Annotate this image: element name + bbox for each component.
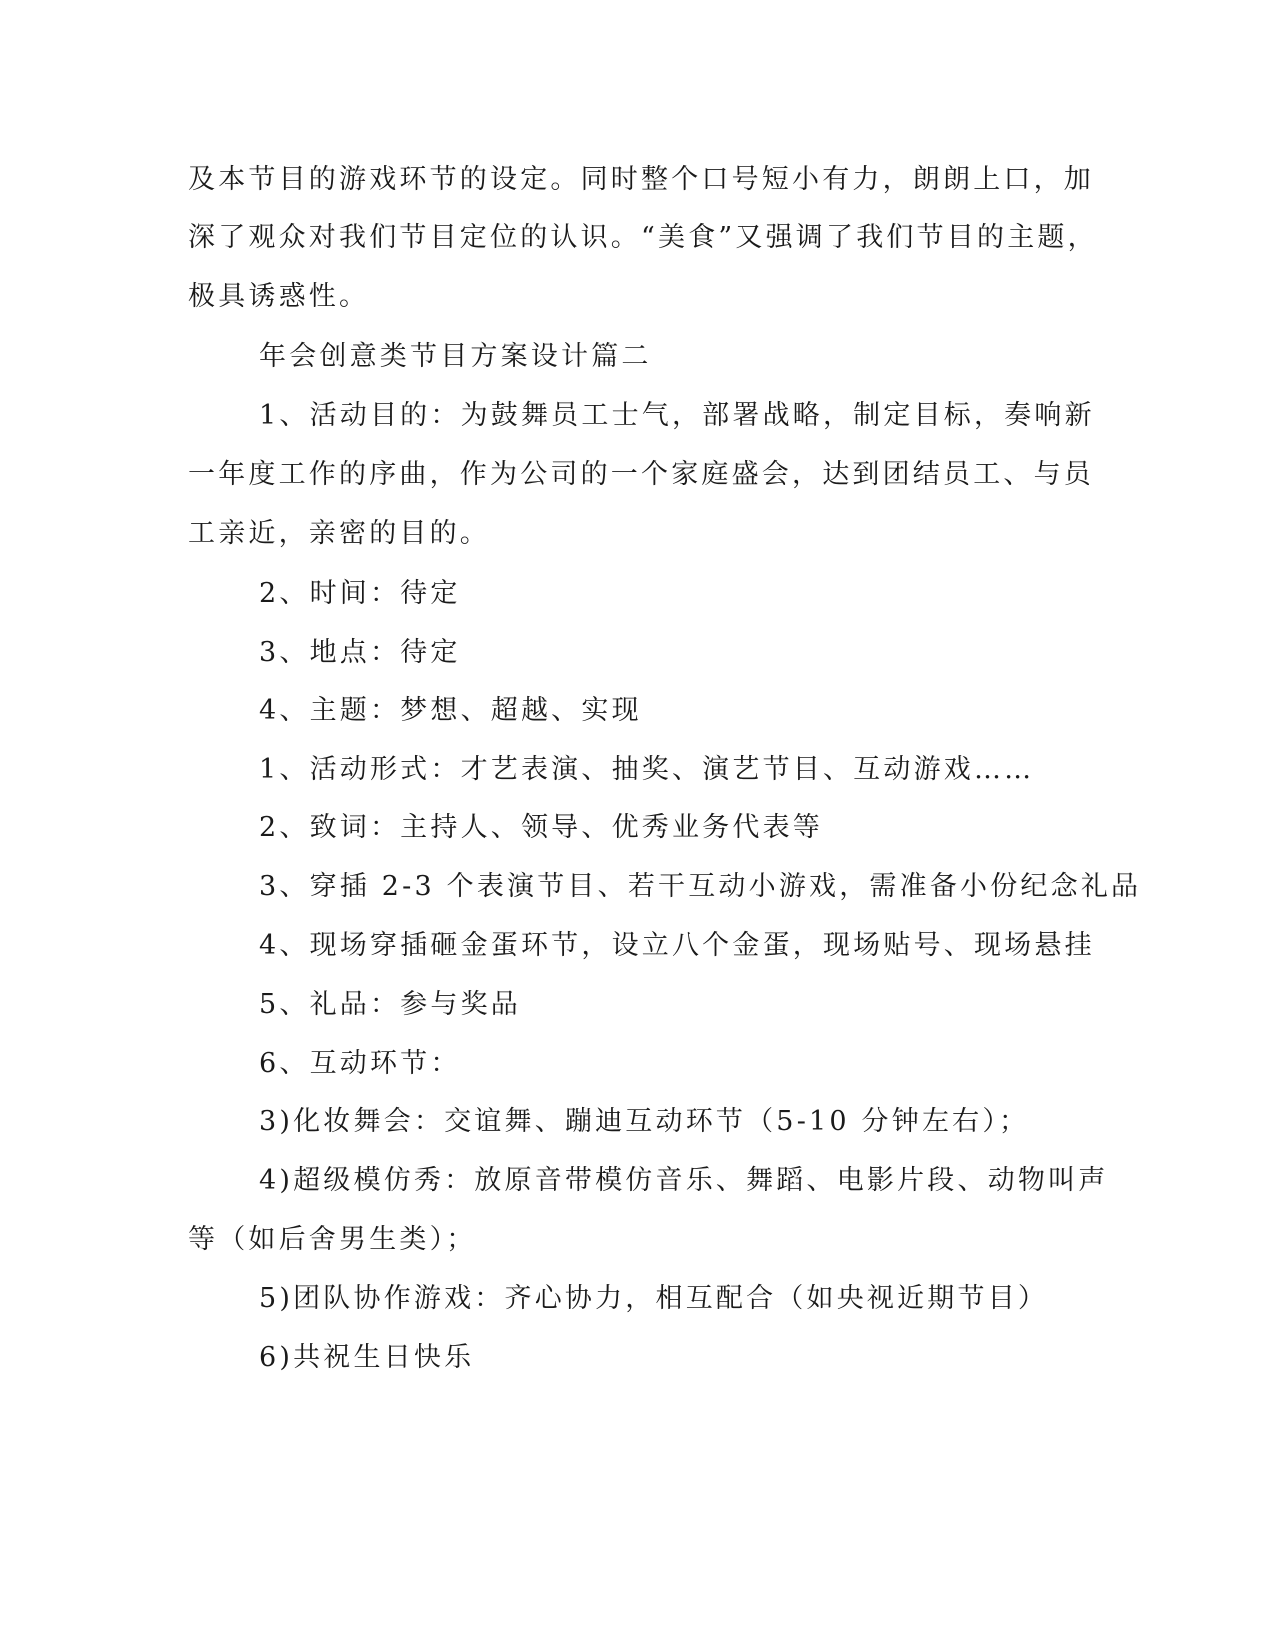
purpose-line: 工亲近，亲密的目的。 — [188, 518, 490, 549]
interaction-item: 6)共祝生日快乐 — [259, 1342, 475, 1373]
interaction-item: 等（如后舍男生类）； — [188, 1224, 477, 1255]
time-item: 2、时间：待定 — [259, 578, 461, 609]
interaction-heading: 6、互动环节： — [259, 1048, 461, 1079]
paragraph-line: 及本节目的游戏环节的设定。同时整个口号短小有力，朗朗上口，加 — [188, 164, 1094, 195]
form-item: 1、活动形式：才艺表演、抽奖、演艺节目、互动游戏…… — [259, 754, 1035, 785]
section-title: 年会创意类节目方案设计篇二 — [259, 341, 652, 372]
interaction-item: 3)化妆舞会：交谊舞、蹦迪互动环节（5-10 分钟左右）； — [259, 1106, 1030, 1137]
purpose-line: 一年度工作的序曲，作为公司的一个家庭盛会，达到团结员工、与员 — [188, 459, 1094, 490]
speech-item: 2、致词：主持人、领导、优秀业务代表等 — [259, 812, 823, 843]
interaction-item: 5)团队协作游戏：齐心协力，相互配合（如央视近期节目） — [259, 1283, 1049, 1314]
paragraph-line: 深了观众对我们节目定位的认识。“美食”又强调了我们节目的主题， — [188, 222, 1098, 253]
golden-egg-item: 4、现场穿插砸金蛋环节，设立八个金蛋，现场贴号、现场悬挂 — [259, 930, 1095, 961]
paragraph-line: 极具诱惑性。 — [188, 281, 370, 312]
place-item: 3、地点：待定 — [259, 637, 461, 668]
performances-item: 3、穿插 2-3 个表演节目、若干互动小游戏，需准备小份纪念礼品 — [259, 871, 1142, 902]
purpose-line: 1、活动目的：为鼓舞员工士气，部署战略，制定目标，奏响新 — [259, 400, 1095, 431]
theme-item: 4、主题：梦想、超越、实现 — [259, 695, 642, 726]
gifts-item: 5、礼品：参与奖品 — [259, 989, 521, 1020]
interaction-item: 4)超级模仿秀：放原音带模仿音乐、舞蹈、电影片段、动物叫声 — [259, 1165, 1109, 1196]
